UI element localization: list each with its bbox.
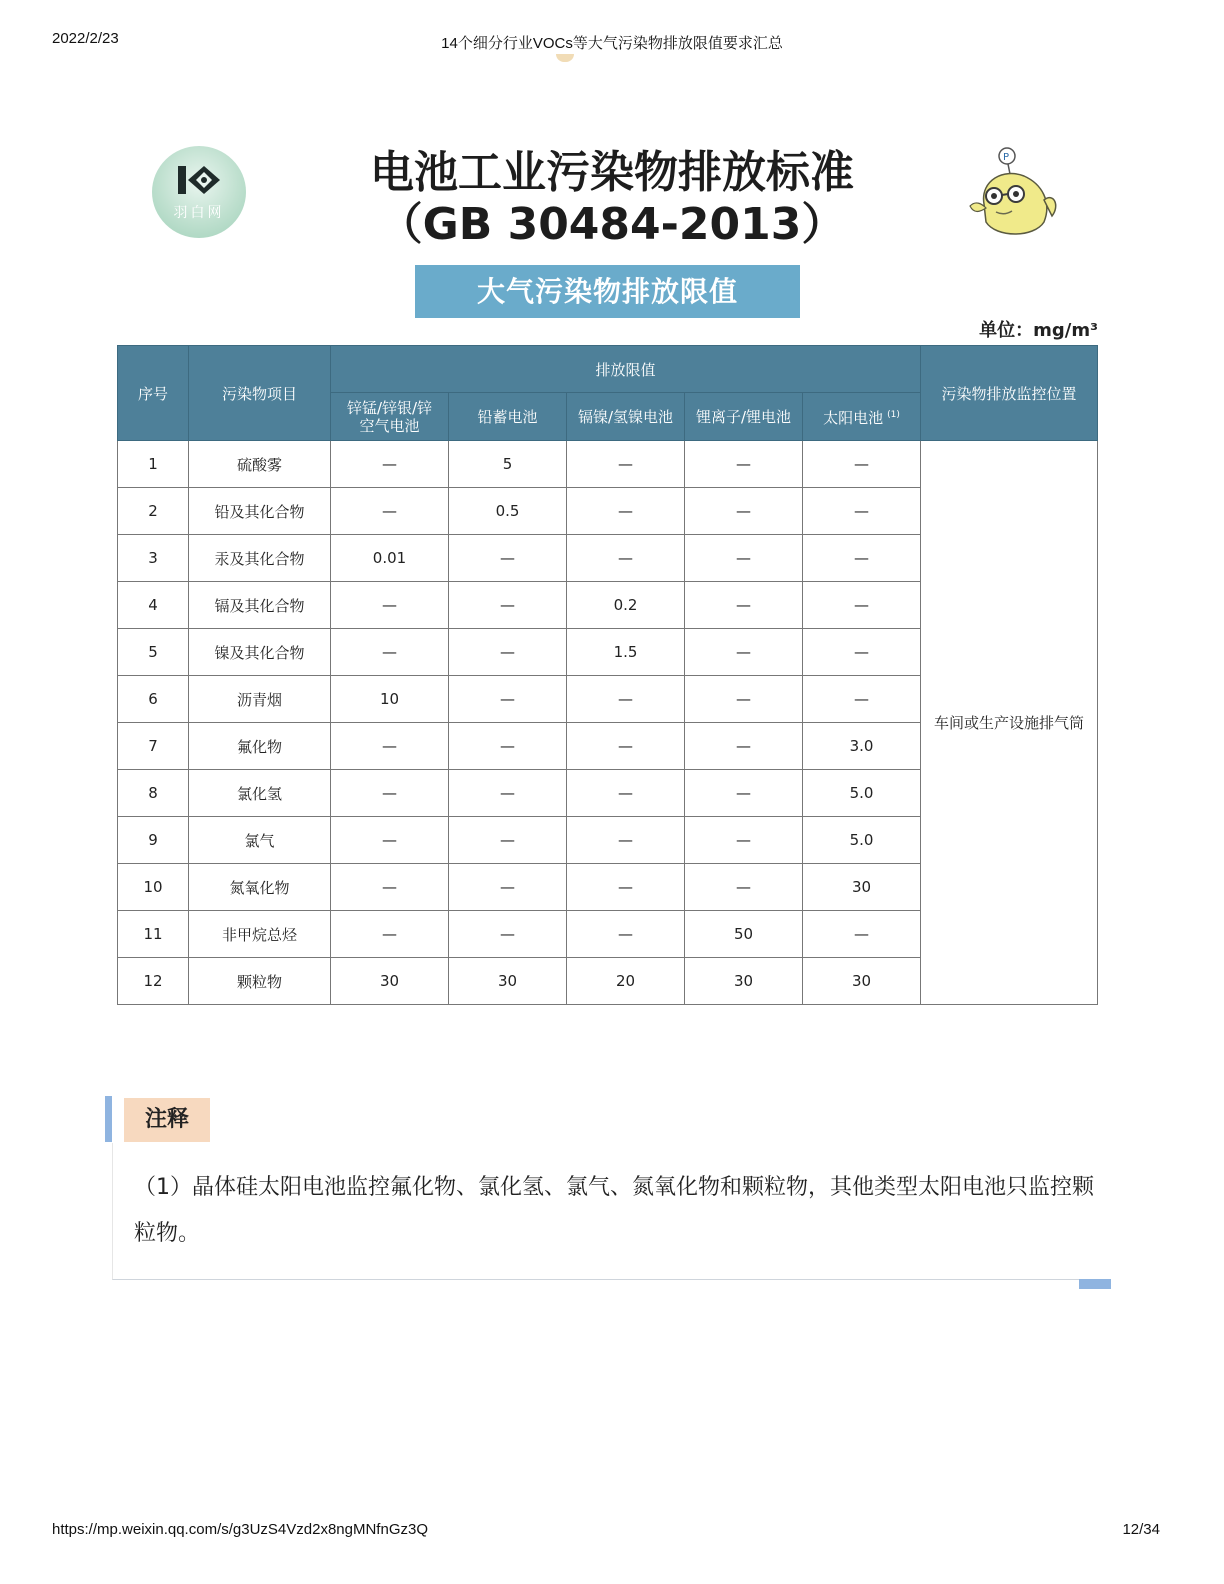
row-item: 氮氧化物 <box>189 864 331 911</box>
row-item: 氯化氢 <box>189 770 331 817</box>
row-value: — <box>567 864 685 911</box>
row-value: — <box>803 676 921 723</box>
row-value: — <box>449 770 567 817</box>
table-row <box>118 441 1098 488</box>
document-title: 14个细分行业VOCs等大气污染物排放限值要求汇总 <box>441 35 783 52</box>
row-value: 30 <box>331 958 449 1005</box>
row-value: — <box>449 817 567 864</box>
row-value: — <box>331 911 449 958</box>
col-seq: 序号 <box>118 346 189 441</box>
row-value: — <box>685 723 803 770</box>
row-seq: 8 <box>118 770 189 817</box>
row-value: 3.0 <box>803 723 921 770</box>
row-item: 非甲烷总烃 <box>189 911 331 958</box>
row-item: 汞及其化合物 <box>189 535 331 582</box>
logo-text: 羽白网 <box>173 205 225 221</box>
svg-text:P: P <box>1003 152 1010 163</box>
row-value: 30 <box>803 864 921 911</box>
row-value: — <box>567 770 685 817</box>
row-value: — <box>567 723 685 770</box>
row-value: — <box>331 441 449 488</box>
row-value: — <box>331 582 449 629</box>
row-value: 20 <box>567 958 685 1005</box>
row-seq: 4 <box>118 582 189 629</box>
row-value: — <box>449 864 567 911</box>
standard-title: 电池工业污染物排放标准 <box>370 147 854 198</box>
row-value: — <box>685 864 803 911</box>
row-item: 镍及其化合物 <box>189 629 331 676</box>
row-value: 1.5 <box>567 629 685 676</box>
row-value: — <box>449 676 567 723</box>
row-seq: 10 <box>118 864 189 911</box>
section-banner: 大气污染物排放限值 <box>415 265 800 318</box>
row-value: — <box>685 488 803 535</box>
note-accent-bar <box>105 1096 112 1142</box>
col-zinc-battery: 锌锰/锌银/锌空气电池 <box>331 393 449 441</box>
row-value: — <box>449 629 567 676</box>
row-item: 氯气 <box>189 817 331 864</box>
note-text: （1）晶体硅太阳电池监控氟化物、氯化氢、氯气、氮氧化物和颗粒物，其他类型太阳电池只监控颗粒物。 <box>134 1175 1095 1246</box>
note-corner-accent <box>1079 1279 1111 1289</box>
row-seq: 1 <box>118 441 189 488</box>
row-value: — <box>803 488 921 535</box>
row-seq: 6 <box>118 676 189 723</box>
row-value: — <box>331 817 449 864</box>
row-value: 5.0 <box>803 770 921 817</box>
row-value: — <box>685 676 803 723</box>
row-value: 30 <box>449 958 567 1005</box>
print-date: 2022/2/23 <box>52 30 119 47</box>
row-value: — <box>803 535 921 582</box>
row-value: — <box>685 441 803 488</box>
row-value: — <box>803 441 921 488</box>
row-value: 30 <box>803 958 921 1005</box>
row-seq: 2 <box>118 488 189 535</box>
row-value: — <box>331 864 449 911</box>
row-seq: 12 <box>118 958 189 1005</box>
row-value: — <box>449 535 567 582</box>
col-nickel-battery: 镉镍/氢镍电池 <box>567 393 685 441</box>
row-item: 硫酸雾 <box>189 441 331 488</box>
row-value: — <box>567 488 685 535</box>
row-value: 0.2 <box>567 582 685 629</box>
row-value: — <box>567 441 685 488</box>
row-item: 沥青烟 <box>189 676 331 723</box>
row-value: — <box>567 911 685 958</box>
row-value: — <box>803 911 921 958</box>
row-value: — <box>685 817 803 864</box>
row-value: — <box>685 629 803 676</box>
col-item: 污染物项目 <box>189 346 331 441</box>
col-solar-battery <box>803 393 921 441</box>
row-item: 氟化物 <box>189 723 331 770</box>
row-value: — <box>567 817 685 864</box>
row-seq: 3 <box>118 535 189 582</box>
row-value: 30 <box>685 958 803 1005</box>
solar-battery-label: 太阳电池 <box>823 409 884 427</box>
row-value: 0.01 <box>331 535 449 582</box>
row-seq: 11 <box>118 911 189 958</box>
row-seq: 5 <box>118 629 189 676</box>
note-tag: 注释 <box>124 1098 210 1142</box>
row-value: — <box>331 723 449 770</box>
row-value: 10 <box>331 676 449 723</box>
row-value: 50 <box>685 911 803 958</box>
header-decoration <box>556 54 574 62</box>
row-item: 铅及其化合物 <box>189 488 331 535</box>
row-value: — <box>567 535 685 582</box>
row-value: — <box>567 676 685 723</box>
col-limits: 排放限值 <box>331 346 921 393</box>
row-seq: 7 <box>118 723 189 770</box>
monitor-location: 车间或生产设施排气筒 <box>921 441 1098 1005</box>
row-value: 0.5 <box>449 488 567 535</box>
col-lead-battery: 铅蓄电池 <box>449 393 567 441</box>
row-seq: 9 <box>118 817 189 864</box>
row-value: — <box>331 629 449 676</box>
row-item: 镉及其化合物 <box>189 582 331 629</box>
row-value: — <box>449 911 567 958</box>
row-item: 颗粒物 <box>189 958 331 1005</box>
footnote-mark: (1) <box>887 410 900 420</box>
unit-label: 单位：mg/m³ <box>979 320 1098 341</box>
row-value: 5 <box>449 441 567 488</box>
emission-limit-table <box>117 345 1098 1005</box>
col-monitor: 污染物排放监控位置 <box>921 346 1098 441</box>
row-value: — <box>331 770 449 817</box>
col-lithium-battery: 锂离子/锂电池 <box>685 393 803 441</box>
row-value: — <box>803 582 921 629</box>
row-value: — <box>331 488 449 535</box>
row-value: — <box>803 629 921 676</box>
row-value: — <box>685 770 803 817</box>
row-value: — <box>685 535 803 582</box>
row-value: — <box>449 723 567 770</box>
page-url: https://mp.weixin.qq.com/s/g3UzS4Vzd2x8ngMNfnGz3Q <box>52 1521 428 1538</box>
row-value: — <box>685 582 803 629</box>
standard-code: （GB 30484-2013） <box>378 199 846 250</box>
row-value: — <box>449 582 567 629</box>
page-number: 12/34 <box>1122 1521 1160 1538</box>
row-value: 5.0 <box>803 817 921 864</box>
